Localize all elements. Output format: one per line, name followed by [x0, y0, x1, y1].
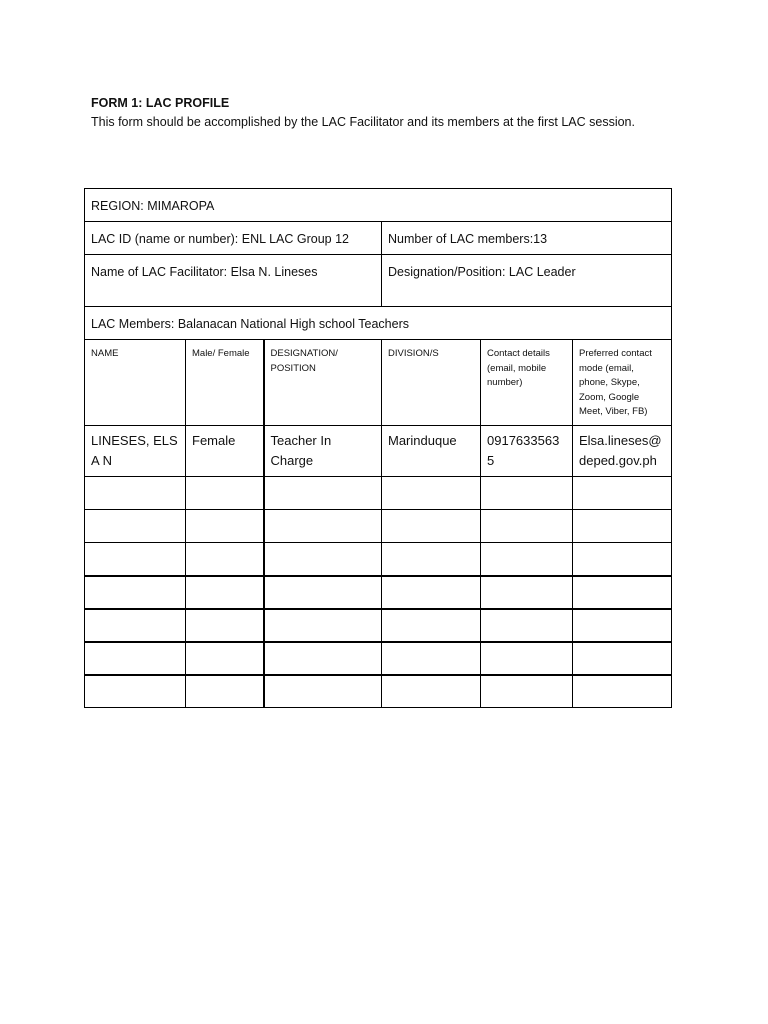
empty-cell [382, 609, 481, 642]
table-header-row [85, 340, 672, 426]
empty-row [85, 510, 672, 543]
empty-cell [186, 543, 264, 576]
empty-cell [382, 510, 481, 543]
empty-cell [481, 675, 573, 708]
lac-id-row [85, 222, 672, 255]
empty-cell [382, 675, 481, 708]
empty-cell [264, 675, 382, 708]
empty-row [85, 576, 672, 609]
empty-cell [85, 576, 186, 609]
empty-cell [85, 675, 186, 708]
header-designation: DESIGNATION/ POSITION [264, 340, 382, 426]
empty-cell [85, 609, 186, 642]
lac-profile-table [84, 188, 672, 708]
empty-cell [186, 510, 264, 543]
empty-cell [85, 477, 186, 510]
empty-cell [186, 576, 264, 609]
header-division: DIVISION/S [382, 340, 481, 426]
empty-cell [382, 477, 481, 510]
empty-cell [573, 642, 672, 675]
form-title: FORM 1: LAC PROFILE [91, 96, 230, 110]
empty-cell [186, 609, 264, 642]
empty-cell [264, 510, 382, 543]
num-members-cell: Number of LAC members:13 [382, 222, 672, 255]
member-division: Marinduque [382, 426, 481, 477]
region-row [85, 189, 672, 222]
members-row [85, 307, 672, 340]
member-designation: Teacher In Charge [264, 426, 382, 477]
member-sex: Female [186, 426, 264, 477]
form-instruction: This form should be accomplished by the LAC Facilitator and its members at the first LAC session. [91, 115, 635, 129]
empty-cell [264, 543, 382, 576]
empty-cell [85, 642, 186, 675]
empty-cell [186, 675, 264, 708]
empty-cell [573, 543, 672, 576]
empty-cell [481, 576, 573, 609]
member-contact: 09176335635 [481, 426, 573, 477]
region-cell: REGION: MIMAROPA [85, 189, 672, 222]
empty-cell [573, 477, 672, 510]
member-preferred: Elsa.lineses@deped.gov.ph [573, 426, 672, 477]
header-sex: Male/ Female [186, 340, 264, 426]
empty-row [85, 642, 672, 675]
empty-cell [186, 642, 264, 675]
empty-row [85, 543, 672, 576]
designation-cell: Designation/Position: LAC Leader [382, 255, 672, 307]
empty-cell [264, 477, 382, 510]
empty-cell [85, 543, 186, 576]
empty-row [85, 477, 672, 510]
empty-row [85, 609, 672, 642]
empty-cell [264, 642, 382, 675]
table-row [85, 426, 672, 477]
member-name: LINESES, ELSA N [85, 426, 186, 477]
empty-cell [481, 477, 573, 510]
empty-cell [481, 609, 573, 642]
form-header [91, 94, 671, 132]
empty-cell [573, 576, 672, 609]
header-preferred: Preferred contact mode (email, phone, Skype, Zoom, Google Meet, Viber, FB) [573, 340, 672, 426]
empty-cell [382, 543, 481, 576]
facilitator-cell: Name of LAC Facilitator: Elsa N. Lineses [85, 255, 382, 307]
empty-cell [481, 543, 573, 576]
header-name: NAME [85, 340, 186, 426]
empty-cell [481, 510, 573, 543]
empty-cell [382, 576, 481, 609]
header-contact: Contact details (email, mobile number) [481, 340, 573, 426]
empty-cell [573, 510, 672, 543]
empty-cell [573, 609, 672, 642]
empty-cell [85, 510, 186, 543]
empty-cell [264, 576, 382, 609]
empty-cell [264, 609, 382, 642]
empty-cell [186, 477, 264, 510]
members-cell: LAC Members: Balanacan National High school Teachers [85, 307, 672, 340]
empty-row [85, 675, 672, 708]
facilitator-row [85, 255, 672, 307]
empty-cell [573, 675, 672, 708]
empty-cell [481, 642, 573, 675]
lac-id-cell: LAC ID (name or number): ENL LAC Group 12 [85, 222, 382, 255]
empty-cell [382, 642, 481, 675]
